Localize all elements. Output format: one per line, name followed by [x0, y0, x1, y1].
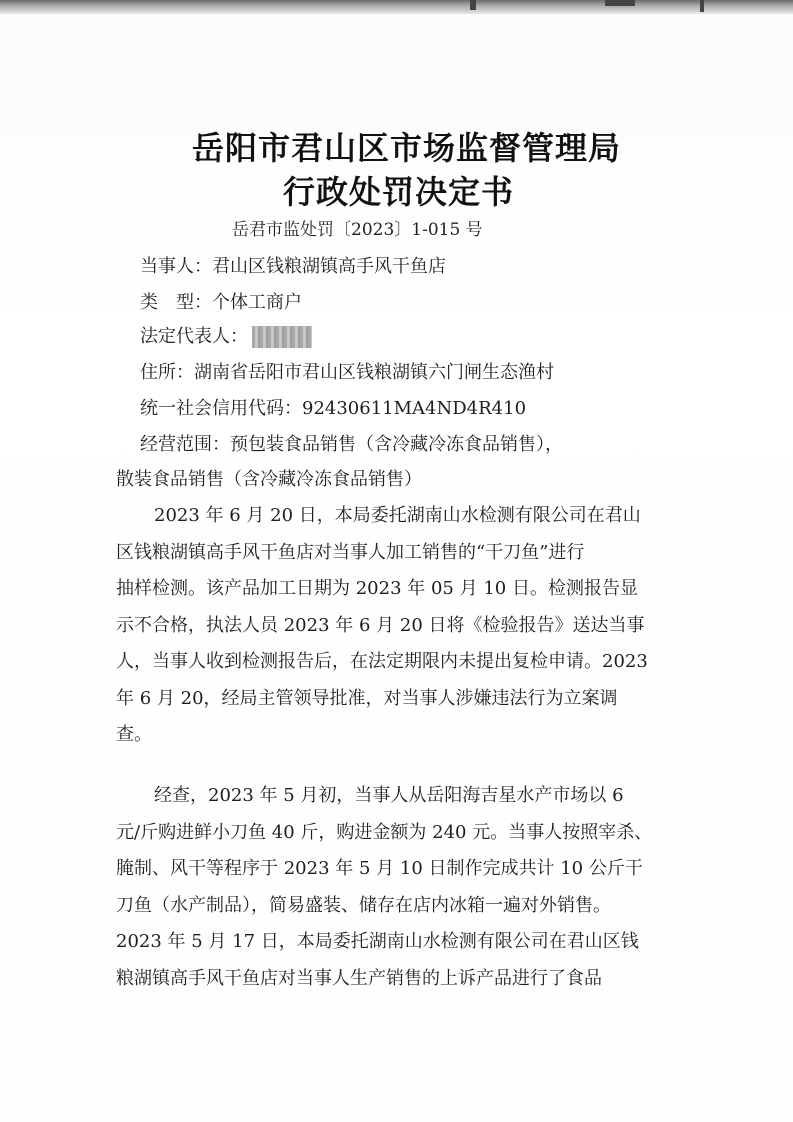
- address-value: 湖南省岳阳市君山区钱粮湖镇六门闸生态渔村: [194, 362, 554, 383]
- legal-rep-field: [140, 322, 312, 348]
- paragraph-line: 年 6 月 20，经局主管领导批准，对当事人涉嫌违法行为立案调: [116, 687, 618, 709]
- paragraph-line: 元/斤购进鲜小刀鱼 40 斤，购进金额为 240 元。当事人按照宰杀、: [116, 821, 653, 843]
- party-label: 当事人：: [140, 256, 212, 277]
- paragraph-line: 区钱粮湖镇高手风干鱼店对当事人加工销售的“干刀鱼”进行: [116, 541, 585, 563]
- address-label: 住所：: [140, 362, 194, 383]
- credit-code-label: 统一社会信用代码：: [140, 398, 302, 419]
- type-field: [140, 288, 302, 314]
- document-number: 岳君市监处罚〔2023〕1-015 号: [232, 220, 483, 240]
- type-value: 个体工商户: [212, 292, 302, 313]
- scan-mark: [470, 0, 476, 10]
- business-scope-label: 经营范围：: [140, 434, 230, 455]
- paragraph-line: 经查，2023 年 5 月初，当事人从岳阳海吉星水产市场以 6: [154, 785, 624, 806]
- scan-top-edge: [0, 0, 793, 14]
- party-field: [140, 252, 446, 278]
- credit-code-value: 92430611MA4ND4R410: [302, 398, 527, 419]
- business-scope-value-2: 散装食品销售（含冷藏冷冻食品销售）: [116, 469, 422, 490]
- business-scope-field: [140, 430, 563, 456]
- case-paragraph-2: [116, 778, 656, 997]
- issuer-title: 岳阳市君山区市场监督管理局: [191, 129, 621, 167]
- scan-mark: [700, 0, 704, 12]
- paragraph-line: 查。: [116, 724, 152, 745]
- paragraph-line: 示不合格，执法人员 2023 年 6 月 20 日将《检验报告》送达当事: [116, 614, 645, 636]
- paragraph-line: 粮湖镇高手风干鱼店对当事人生产销售的上诉产品进行了食品: [116, 967, 602, 989]
- case-paragraph-1: [116, 498, 656, 754]
- paragraph-line: 2023 年 6 月 20 日，本局委托湖南山水检测有限公司在君山: [154, 505, 641, 526]
- party-value: 君山区钱粮湖镇高手风干鱼店: [212, 256, 446, 277]
- scan-mark: [605, 0, 635, 6]
- redacted-name: [252, 326, 312, 348]
- paragraph-line: 人，当事人收到检测报告后，在法定期限内未提出复检申请。2023: [116, 651, 648, 672]
- document-title: [0, 126, 793, 214]
- paragraph-line: 腌制、风干等程序于 2023 年 5 月 10 日制作完成共计 10 公斤干: [116, 858, 643, 879]
- paragraph-line: 刀鱼（水产制品），简易盛装、储存在店内冰箱一遍对外销售。: [116, 894, 611, 916]
- business-scope-value: 预包装食品销售（含冷藏冷冻食品销售），: [230, 434, 563, 455]
- credit-code-field: [140, 394, 526, 420]
- decision-title: 行政处罚决定书: [282, 173, 514, 211]
- paragraph-line: 2023 年 5 月 17 日，本局委托湖南山水检测有限公司在君山区钱: [116, 931, 639, 952]
- business-scope-continued: [116, 465, 422, 491]
- legal-rep-label: 法定代表人：: [140, 326, 248, 347]
- paragraph-line: 抽样检测。该产品加工日期为 2023 年 05 月 10 日。检测报告显: [116, 578, 638, 599]
- type-label: 类 型：: [140, 292, 212, 313]
- address-field: [140, 358, 554, 384]
